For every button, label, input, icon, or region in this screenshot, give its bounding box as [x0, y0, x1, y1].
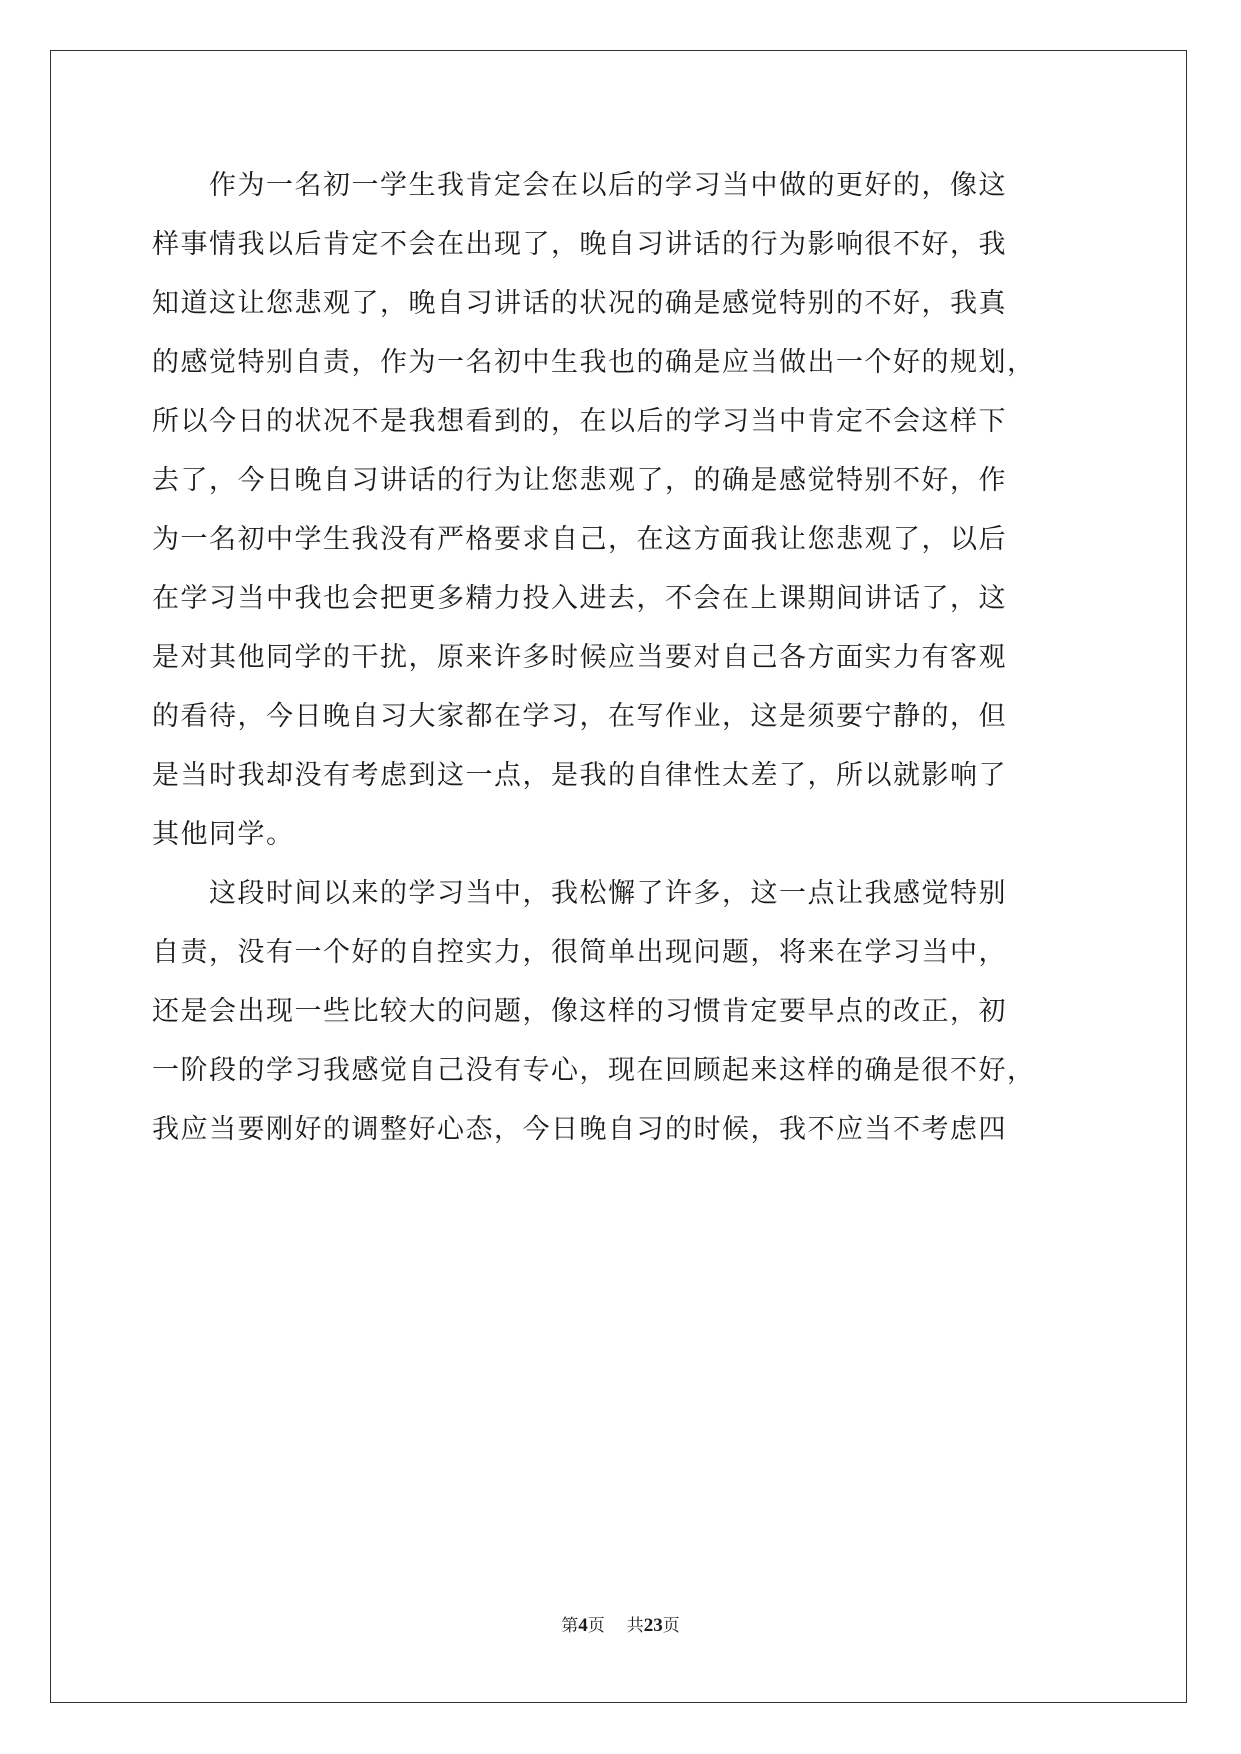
page-footer [0, 1615, 1241, 1637]
page-suffix: 页 [587, 1616, 605, 1636]
total-suffix: 页 [662, 1616, 680, 1636]
text-line: 是对其他同学的干扰，原来许多时候应当要对自己各方面实力有客观 [152, 642, 1007, 673]
page-number: 4 [578, 1615, 588, 1636]
text-line: 样事情我以后肯定不会在出现了，晚自习讲话的行为影响很不好，我 [152, 229, 1007, 260]
text-line: 的看待，今日晚自习大家都在学习，在写作业，这是须要宁静的，但 [152, 701, 1007, 732]
text-line: 所以今日的状况不是我想看到的，在以后的学习当中肯定不会这样下 [152, 406, 1007, 437]
text-line: 去了，今日晚自习讲话的行为让您悲观了，的确是感觉特别不好，作 [152, 465, 1007, 496]
text-line: 其他同学。 [152, 819, 295, 850]
text-line: 还是会出现一些比较大的问题，像这样的习惯肯定要早点的改正，初 [152, 996, 1007, 1027]
text-line: 的感觉特别自责，作为一名初中生我也的确是应当做出一个好的规划， [152, 347, 1036, 378]
text-line: 作为一名初一学生我肯定会在以后的学习当中做的更好的，像这 [152, 170, 1007, 201]
page-prefix: 第 [561, 1616, 579, 1636]
text-line: 自责，没有一个好的自控实力，很简单出现问题，将来在学习当中， [152, 937, 1007, 968]
total-prefix: 共 [626, 1616, 644, 1636]
text-line: 知道这让您悲观了，晚自习讲话的状况的确是感觉特别的不好，我真 [152, 288, 1007, 319]
text-line: 为一名初中学生我没有严格要求自己，在这方面我让您悲观了，以后 [152, 524, 1007, 555]
total-pages: 23 [643, 1615, 663, 1636]
text-line: 是当时我却没有考虑到这一点，是我的自律性太差了，所以就影响了 [152, 760, 1007, 791]
text-line: 这段时间以来的学习当中，我松懈了许多，这一点让我感觉特别 [152, 878, 1007, 909]
text-line: 我应当要刚好的调整好心态，今日晚自习的时候，我不应当不考虑四 [152, 1114, 1007, 1145]
text-line: 在学习当中我也会把更多精力投入进去，不会在上课期间讲话了，这 [152, 583, 1007, 614]
text-line: 一阶段的学习我感觉自己没有专心，现在回顾起来这样的确是很不好， [152, 1055, 1036, 1086]
